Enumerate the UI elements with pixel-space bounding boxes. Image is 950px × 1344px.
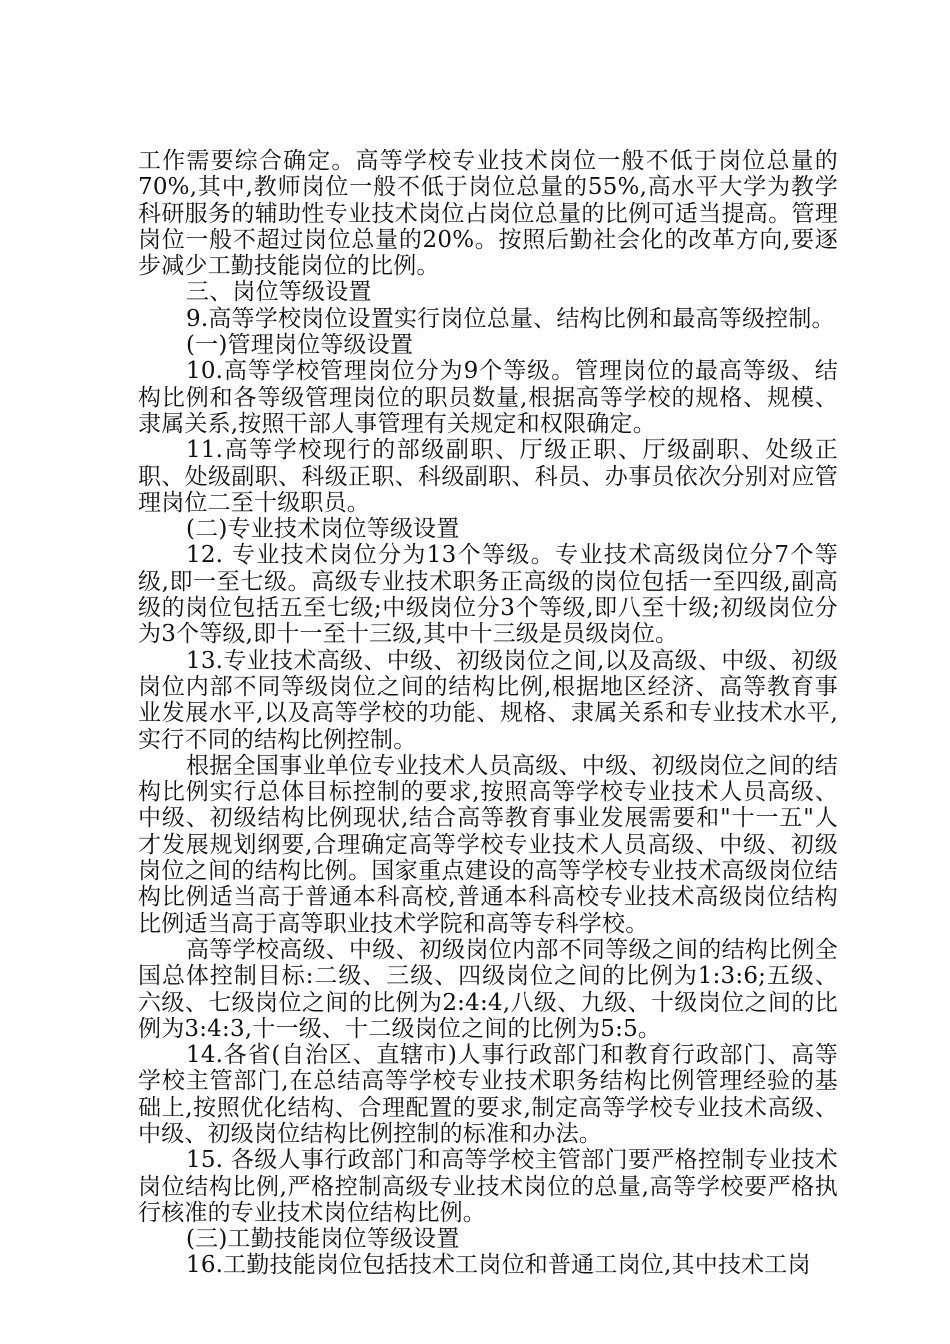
document-body (138, 148, 838, 1279)
subsection-heading-professional: (二)专业技术岗位等级设置 (186, 516, 460, 543)
paragraph-post-ratio: 工作需要综合确定。高等学校专业技术岗位一般不低于岗位总量的70%,其中,教师岗位一般不低于岗位总量的55%,高水平大学为教学科研服务的辅助性专业技术岗位占岗位总量的比例可适当提高。管理岗位一般不超过岗位总量的20%。按照后勤社会化的改革方向,要逐步减少工勤技能岗位的比例。 (138, 148, 838, 280)
subsection-heading-service-skills: (三)工勤技能岗位等级设置 (186, 1226, 460, 1253)
paragraph-item-16: 16.工勤技能岗位包括技术工岗位和普通工岗位,其中技术工岗 (186, 1252, 811, 1279)
subsection-heading-management: (一)管理岗位等级设置 (186, 332, 414, 359)
section-heading-post-levels: 三、岗位等级设置 (186, 279, 372, 306)
paragraph-ratio-targets: 高等学校高级、中级、初级岗位内部不同等级之间的结构比例全国总体控制目标:二级、三级、四级岗位之间的比例为1:3:6;五级、六级、七级岗位之间的比例为2:4:4,八级、九级、十级岗位之间的比例为3:4:3,十一级、十二级岗位之间的比例为5:5。 (138, 936, 838, 1042)
paragraph-item-11: 11.高等学校现行的部级副职、厅级正职、厅级副职、处级正职、处级副职、科级正职、科级副职、科员、办事员依次分别对应管理岗位二至十级职员。 (138, 437, 838, 516)
paragraph-item-14: 14.各省(自治区、直辖市)人事行政部门和教育行政部门、高等学校主管部门,在总结高等学校专业技术职务结构比例管理经验的基础上,按照优化结构、合理配置的要求,制定高等学校专业技术高级、中级、初级岗位结构比例控制的标准和办法。 (138, 1042, 838, 1147)
paragraph-structure-control: 根据全国事业单位专业技术人员高级、中级、初级岗位之间的结构比例实行总体目标控制的要求,按照高等学校专业技术人员高级、中级、初级结构比例现状,结合高等教育事业发展需要和"十一五"人才发展规划纲要,合理确定高等学校专业技术人员高级、中级、初级岗位之间的结构比例。国家重点建设的高等学校专业技术高级岗位结构比例适当高于普通本科高校,普通本科高校专业技术高级岗位结构比例适当高于高等职业技术学院和高等专科学校。 (138, 752, 838, 937)
paragraph-item-13: 13.专业技术高级、中级、初级岗位之间,以及高级、中级、初级岗位内部不同等级岗位之间的结构比例,根据地区经济、高等教育事业发展水平,以及高等学校的功能、规格、隶属关系和专业技术水平,实行不同的结构比例控制。 (138, 647, 838, 753)
paragraph-item-12: 12. 专业技术岗位分为13个等级。专业技术高级岗位分7个等级,即一至七级。高级专业技术职务正高级的岗位包括一至四级,副高级的岗位包括五至七级;中级岗位分3个等级,即八至十级;初级岗位分为3个等级,即十一至十三级,其中十三级是员级岗位。 (138, 542, 838, 648)
paragraph-item-10: 10.高等学校管理岗位分为9个等级。管理岗位的最高等级、结构比例和各等级管理岗位的职员数量,根据高等学校的规格、规模、隶属关系,按照干部人事管理有关规定和权限确定。 (138, 358, 838, 437)
paragraph-item-9: 9.高等学校岗位设置实行岗位总量、结构比例和最高等级控制。 (186, 305, 835, 332)
paragraph-item-15: 15. 各级人事行政部门和高等学校主管部门要严格控制专业技术岗位结构比例,严格控制高级专业技术岗位的总量,高等学校要严格执行核准的专业技术岗位结构比例。 (138, 1147, 838, 1226)
